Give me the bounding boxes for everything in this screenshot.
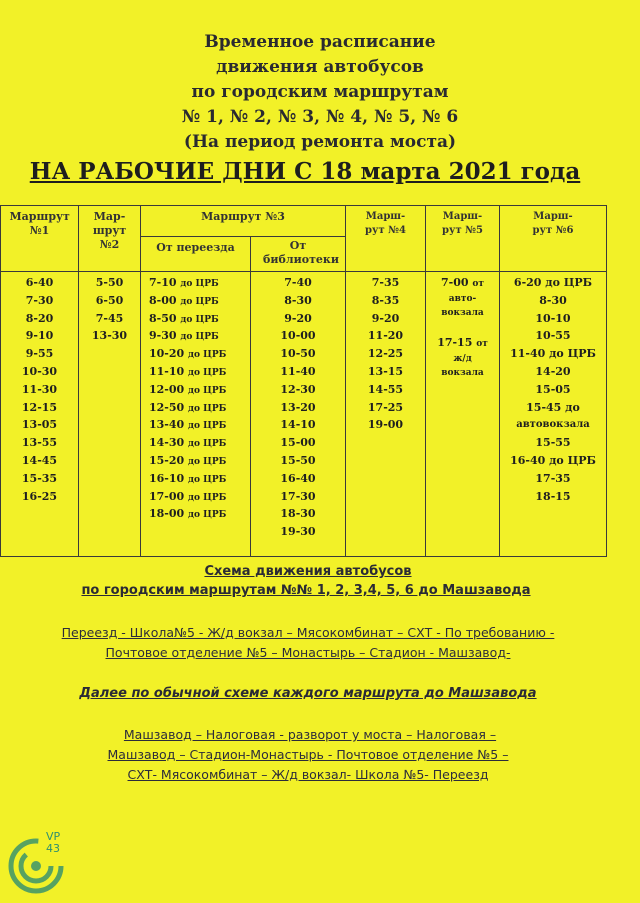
time-cell: 8-00 до ЦРБ <box>149 293 219 307</box>
time-cell: 11-20 <box>367 329 404 343</box>
time-cell: 10-20 до ЦРБ <box>149 347 227 361</box>
time-cell: 10-30 <box>21 364 58 378</box>
time-cell: 17-00 до ЦРБ <box>149 489 227 503</box>
time-cell: 15-45 до <box>526 400 580 414</box>
route-3-from-crossing-times <box>141 272 251 557</box>
time-cell: 6-20 до ЦРБ <box>513 276 593 289</box>
time-cell: 9-55 <box>25 347 54 361</box>
header-route-4: Марш-рут №4 <box>346 206 426 272</box>
time-cell: 15-35 <box>21 471 58 485</box>
header-route-6: Марш-рут №6 <box>500 206 607 272</box>
time-note: вокзала <box>441 367 484 378</box>
time-cell: 13-40 до ЦРБ <box>149 418 227 432</box>
route-3-from-library-times <box>251 272 346 557</box>
time-cell: 17-25 <box>367 400 404 414</box>
header-line-2: движения автобусов <box>216 57 424 77</box>
time-cell: 7-10 до ЦРБ <box>149 276 219 289</box>
time-cell: 16-40 <box>280 471 316 485</box>
time-cell: 15-50 <box>280 453 316 467</box>
header-line-4: № 1, № 2, № 3, № 4, № 5, № 6 <box>181 107 459 127</box>
time-cell: 14-20 <box>535 364 571 378</box>
time-cell: 9-20 <box>284 311 312 325</box>
time-cell: 8-50 до ЦРБ <box>149 311 219 325</box>
time-cell: 16-25 <box>21 489 58 503</box>
time-cell: 11-10 до ЦРБ <box>149 364 227 378</box>
logo-text-bottom: 43 <box>46 842 60 855</box>
time-cell: 10-10 <box>535 311 571 325</box>
route-6-times <box>500 272 607 557</box>
time-note: авто- <box>448 293 477 304</box>
time-cell: 6-40 <box>25 276 54 289</box>
route-5-times <box>426 272 500 557</box>
time-cell: 10-00 <box>280 329 316 343</box>
time-cell: 15-05 <box>535 382 571 396</box>
route-to-plant-line-2: Почтовое отделение №5 – Монастырь – Стадион - Машзавод- <box>105 645 511 660</box>
time-cell: 8-30 <box>284 293 312 307</box>
header-route-1: Маршрут №1 <box>1 206 79 272</box>
time-cell: 16-40 до ЦРБ <box>510 453 596 467</box>
header-line-5: (На период ремонта моста) <box>183 132 457 152</box>
time-cell: 14-45 <box>21 453 58 467</box>
logo-text-top: VP <box>46 830 61 843</box>
route-to-plant-line-1: Переезд - Школа№5 - Ж/д вокзал – Мясокомбинат – СХТ - По требованию - <box>61 625 555 640</box>
scheme-title-1: Схема движения автобусов <box>204 564 412 579</box>
header-route-3-from-library: От библиотеки <box>251 237 346 272</box>
header-route-3-from-crossing: От переезда <box>141 237 251 272</box>
time-cell: 9-30 до ЦРБ <box>149 329 219 343</box>
time-cell: 17-30 <box>280 489 316 503</box>
time-cell: 8-20 <box>25 311 54 325</box>
time-cell: 14-30 до ЦРБ <box>149 436 227 450</box>
page-title: НА РАБОЧИЕ ДНИ С 18 марта 2021 года <box>29 158 581 185</box>
time-cell: 14-55 <box>367 382 404 396</box>
time-cell: автовокзала <box>516 419 590 431</box>
route-4-times <box>346 272 426 557</box>
time-cell: 15-00 <box>280 436 316 450</box>
time-cell: 16-10 до ЦРБ <box>149 471 227 485</box>
time-cell: 15-20 до ЦРБ <box>149 453 227 467</box>
time-cell: 10-50 <box>280 347 316 361</box>
return-route-line-3: СХТ- Мясокомбинат – Ж/д вокзал- Школа №5- Переезд <box>127 767 489 782</box>
schedule-table <box>0 205 607 557</box>
time-cell: 13-15 <box>367 364 404 378</box>
header-route-3: Маршрут №3 <box>141 206 346 237</box>
time-cell: 12-15 <box>21 400 58 414</box>
time-cell: 5-50 <box>95 276 124 289</box>
header-route-2: Мар-шрут №2 <box>79 206 141 272</box>
time-cell: 15-55 <box>535 436 571 450</box>
time-cell: 18-00 до ЦРБ <box>149 507 227 521</box>
return-route-line-2: Машзавод – Стадион-Монастырь - Почтовое отделение №5 – <box>107 747 509 762</box>
time-cell: 7-45 <box>95 311 124 325</box>
scheme-title-2: по городским маршрутам №№ 1, 2, 3,4, 5, 6 до Машзавода <box>81 583 531 598</box>
time-cell: 11-40 <box>280 364 316 378</box>
header-line-1: Временное расписание <box>204 32 436 52</box>
time-cell: 8-35 <box>371 293 400 307</box>
time-cell: 6-50 <box>95 293 124 307</box>
vp43-logo <box>6 826 76 896</box>
time-cell: 7-35 <box>371 276 400 289</box>
time-cell: 10-55 <box>535 329 571 343</box>
time-cell: 9-20 <box>371 311 400 325</box>
time-cell: 7-00 от <box>441 276 484 289</box>
time-cell: 13-05 <box>21 418 58 432</box>
time-cell: 14-10 <box>280 418 316 432</box>
time-cell: 19-30 <box>280 525 316 539</box>
time-cell: 9-10 <box>25 329 54 343</box>
time-note: вокзала <box>441 307 484 318</box>
time-cell: 7-30 <box>25 293 54 307</box>
time-cell: 12-50 до ЦРБ <box>149 400 227 414</box>
time-cell: 8-30 <box>539 293 567 307</box>
header-line-3: по городским маршрутам <box>191 82 449 102</box>
time-cell: 18-15 <box>535 489 571 503</box>
time-cell: 11-40 до ЦРБ <box>510 347 596 361</box>
time-cell: 7-40 <box>284 276 312 289</box>
time-cell: 11-30 <box>21 382 58 396</box>
time-cell: 17-35 <box>535 471 571 485</box>
time-cell: 18-30 <box>280 507 316 521</box>
return-route-line-1: Машзавод – Налоговая - разворот у моста – Налоговая – <box>123 727 497 742</box>
time-cell: 12-00 до ЦРБ <box>149 382 227 396</box>
time-cell: 17-15 от <box>437 335 488 349</box>
time-cell: 13-30 <box>91 329 128 343</box>
route-1-times <box>1 272 79 557</box>
scheme-note: Далее по обычной схеме каждого маршрута до Машзавода <box>79 686 537 701</box>
time-cell: 12-25 <box>367 347 404 361</box>
time-cell: 19-00 <box>367 418 404 432</box>
header-route-5: Марш-рут №5 <box>426 206 500 272</box>
time-note: ж/д <box>453 353 472 364</box>
time-cell: 13-55 <box>21 436 58 450</box>
time-cell: 12-30 <box>280 382 316 396</box>
route-2-times <box>79 272 141 557</box>
time-cell: 13-20 <box>280 400 316 414</box>
